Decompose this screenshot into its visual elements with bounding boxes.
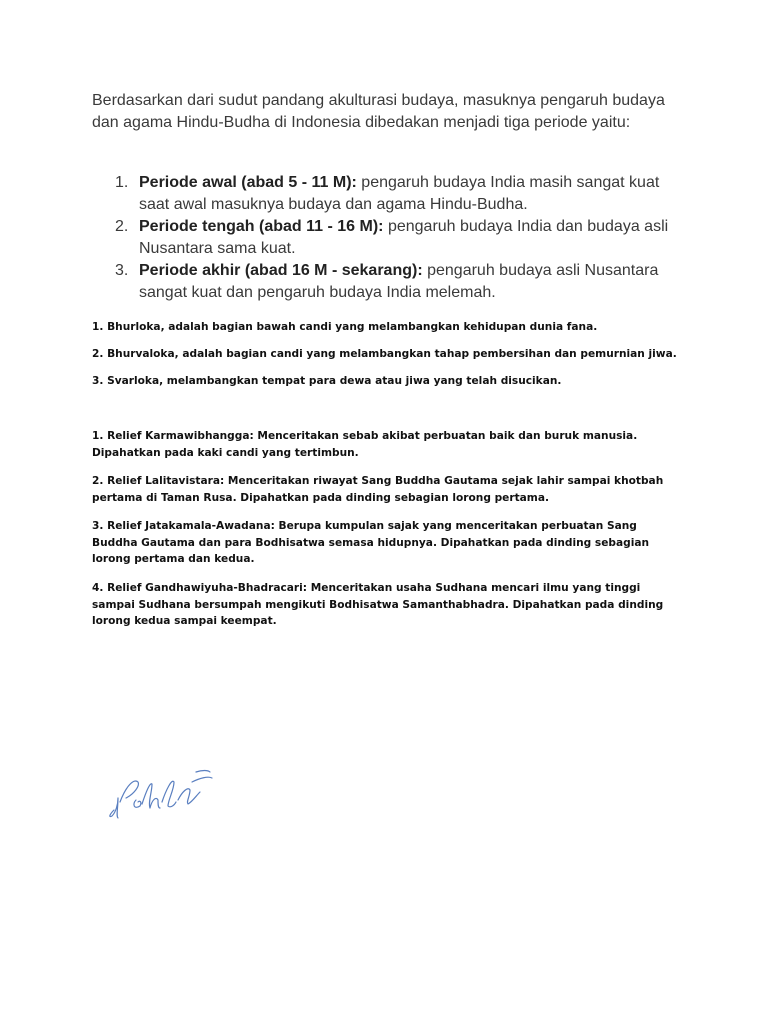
relief-item-3: 3. Relief Jatakamala-Awadana: Berupa kumpulan sajak yang menceritakan perbuatan Sang Buddha Gautama dan para Bodhisatwa semasa hidupnya. Dipahatkan pada dinding sebagian lorong pertama dan kedua. (92, 520, 650, 565)
period-item-1 (92, 172, 692, 216)
period-description: pengaruh budaya India masih sangat kuat saat awal masuknya budaya dan agama Hindu-Budha. (139, 174, 660, 213)
relief-item-1: 1. Relief Karmawibhangga: Menceritakan sebab akibat perbuatan baik dan buruk manusia. Dipahatkan pada kaki candi yang tertimbun. (92, 430, 638, 459)
intro-paragraph: Berdasarkan dari sudut pandang akulturasi budaya, masuknya pengaruh budaya dan agama Hindu-Budha di Indonesia dibedakan menjadi tiga periode yaitu: (92, 92, 665, 131)
period-number: 3. (115, 262, 129, 279)
period-description: pengaruh budaya India dan budaya asli Nusantara sama kuat. (139, 218, 669, 257)
period-number: 1. (115, 174, 129, 191)
candi-part-3: 3. Svarloka, melambangkan tempat para dewa atau jiwa yang telah disucikan. (92, 375, 562, 387)
relief-item-4: 4. Relief Gandhawiyuha-Bhadracari: Menceritakan usaha Sudhana mencari ilmu yang tinggi sampai Sudhana bersumpah mengikuti Bodhisatwa Samanthabhadra. Dipahatkan pada dinding lorong kedua sampai keempat. (92, 582, 664, 627)
period-item-3 (92, 260, 692, 304)
candi-part-1: 1. Bhurloka, adalah bagian bawah candi yang melambangkan kehidupan dunia fana. (92, 321, 598, 333)
period-item-2 (92, 216, 692, 260)
period-title: Periode akhir (abad 16 M - sekarang): (139, 262, 423, 279)
relief-item-2: 2. Relief Lalitavistara: Menceritakan riwayat Sang Buddha Gautama sejak lahir sampai khotbah pertama di Taman Rusa. Dipahatkan pada dinding sebagian lorong pertama. (92, 475, 664, 504)
handwritten-signature (96, 752, 218, 824)
period-title: Periode tengah (abad 11 - 16 M): (139, 218, 384, 235)
period-number: 2. (115, 218, 129, 235)
candi-part-2: 2. Bhurvaloka, adalah bagian candi yang melambangkan tahap pembersihan dan pemurnian jiwa. (92, 348, 677, 360)
period-description: pengaruh budaya asli Nusantara sangat kuat dan pengaruh budaya India melemah. (139, 262, 659, 301)
period-title: Periode awal (abad 5 - 11 M): (139, 174, 357, 191)
period-list (92, 172, 692, 304)
